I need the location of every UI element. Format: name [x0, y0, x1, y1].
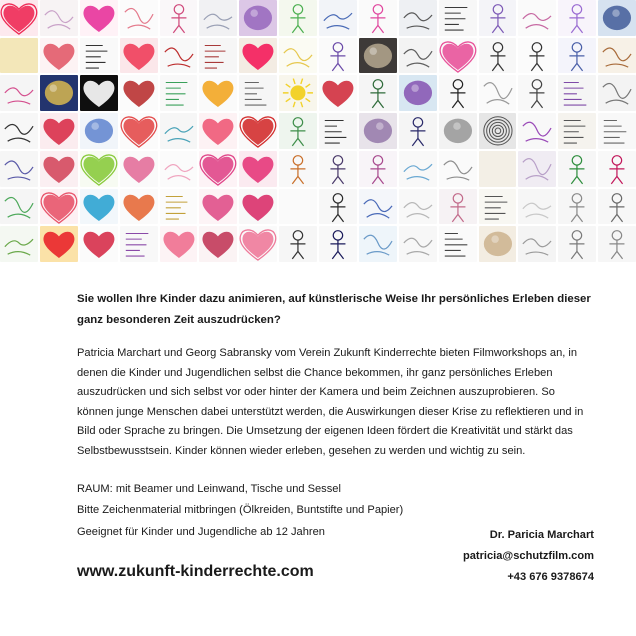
- scribble-drawing: [40, 0, 78, 36]
- drawing-tile: [199, 189, 237, 225]
- scribble-drawing: [399, 0, 437, 36]
- scribble-drawing: [399, 151, 437, 187]
- drawing-tile: [0, 113, 38, 149]
- scribble-drawing: [0, 151, 38, 187]
- drawing-tile: [239, 75, 277, 111]
- drawing-tile: [160, 0, 198, 36]
- drawing-tile: [359, 113, 397, 149]
- drawing-tile: [359, 0, 397, 36]
- scribble-drawing: [598, 38, 636, 74]
- drawing-tile: [239, 151, 277, 187]
- drawing-tile: [359, 75, 397, 111]
- heart-drawing: [40, 226, 78, 262]
- blob-drawing: [399, 75, 437, 111]
- sun-drawing: [279, 75, 317, 111]
- text-drawing: [239, 75, 277, 111]
- drawing-tile: [199, 75, 237, 111]
- drawing-tile: [598, 38, 636, 74]
- figure-drawing: [319, 226, 357, 262]
- drawing-tile: [120, 38, 158, 74]
- drawing-tile: [120, 189, 158, 225]
- drawing-tile: [439, 38, 477, 74]
- drawing-tile: [239, 226, 277, 262]
- blob-drawing: [598, 0, 636, 36]
- figure-drawing: [319, 189, 357, 225]
- drawing-tile: [199, 38, 237, 74]
- drawing-tile: [80, 38, 118, 74]
- drawing-tile: [40, 189, 78, 225]
- heart-drawing: [80, 151, 118, 187]
- drawing-tile: [518, 38, 556, 74]
- text-drawing: [80, 38, 118, 74]
- drawing-tile: [319, 75, 357, 111]
- heart-drawing: [199, 113, 237, 149]
- drawing-tile: [40, 226, 78, 262]
- drawing-tile: [40, 75, 78, 111]
- drawing-tile: [160, 189, 198, 225]
- figure-drawing: [598, 226, 636, 262]
- scribble-drawing: [279, 38, 317, 74]
- drawing-tile: [399, 38, 437, 74]
- drawing-tile: [239, 189, 277, 225]
- drawing-tile: [399, 189, 437, 225]
- heart-drawing: [80, 0, 118, 36]
- scribble-drawing: [0, 189, 38, 225]
- scribble-drawing: [518, 189, 556, 225]
- figure-drawing: [479, 0, 517, 36]
- scribble-drawing: [319, 0, 357, 36]
- figure-drawing: [558, 226, 596, 262]
- drawing-tile: [399, 151, 437, 187]
- blank-drawing: [0, 38, 38, 74]
- scribble-drawing: [518, 113, 556, 149]
- drawing-tile: [518, 75, 556, 111]
- figure-drawing: [439, 189, 477, 225]
- scribble-drawing: [399, 38, 437, 74]
- text-drawing: [160, 75, 198, 111]
- figure-drawing: [479, 38, 517, 74]
- drawing-tile: [40, 113, 78, 149]
- scribble-drawing: [518, 226, 556, 262]
- drawing-tile: [518, 113, 556, 149]
- text-drawing: [558, 75, 596, 111]
- drawing-tile: [199, 151, 237, 187]
- drawing-tile: [319, 189, 357, 225]
- heart-drawing: [160, 226, 198, 262]
- figure-drawing: [558, 189, 596, 225]
- drawing-tile: [558, 38, 596, 74]
- contact-email[interactable]: patricia@schutzfilm.com: [462, 550, 594, 562]
- drawing-tile: [598, 151, 636, 187]
- drawing-tile: [0, 0, 38, 36]
- website-link[interactable]: www.zukunft-kinderrechte.com: [77, 563, 314, 580]
- drawing-tile: [439, 0, 477, 36]
- heart-drawing: [40, 151, 78, 187]
- drawing-tile: [80, 151, 118, 187]
- scribble-drawing: [0, 75, 38, 111]
- heart-drawing: [40, 189, 78, 225]
- text-drawing: [199, 38, 237, 74]
- drawing-tile: [279, 113, 317, 149]
- age-note: Geeignet für Kinder und Jugendliche ab 12 Jahren: [77, 526, 325, 538]
- drawing-tile: [279, 75, 317, 111]
- drawing-tile: [439, 113, 477, 149]
- drawing-tile: [239, 113, 277, 149]
- drawing-tile: [120, 151, 158, 187]
- blob-drawing: [439, 113, 477, 149]
- heart-drawing: [120, 38, 158, 74]
- figure-drawing: [598, 151, 636, 187]
- drawing-tile: [439, 226, 477, 262]
- drawing-tile: [319, 38, 357, 74]
- drawing-tile: [40, 38, 78, 74]
- scribble-drawing: [359, 189, 397, 225]
- drawing-tile: [558, 226, 596, 262]
- drawing-tile: [279, 226, 317, 262]
- drawing-tile: [598, 75, 636, 111]
- drawing-tile: [279, 189, 317, 225]
- heart-drawing: [199, 151, 237, 187]
- drawing-tile: [359, 189, 397, 225]
- heart-drawing: [239, 38, 277, 74]
- drawing-tile: [399, 226, 437, 262]
- drawing-tile: [359, 226, 397, 262]
- figure-drawing: [279, 113, 317, 149]
- drawing-tile: [558, 0, 596, 36]
- figure-drawing: [279, 226, 317, 262]
- scribble-drawing: [160, 113, 198, 149]
- heart-drawing: [80, 226, 118, 262]
- drawing-tile: [319, 151, 357, 187]
- blob-drawing: [359, 113, 397, 149]
- drawing-tile: [598, 113, 636, 149]
- drawing-tile: [598, 226, 636, 262]
- text-drawing: [479, 189, 517, 225]
- drawing-tile: [120, 226, 158, 262]
- drawing-tile: [479, 151, 517, 187]
- blob-drawing: [80, 113, 118, 149]
- drawing-tile: [479, 0, 517, 36]
- description-paragraph: Patricia Marchart und Georg Sabransky vom Verein Zukunft Kinderrechte bieten Filmworkshops an, in denen die Kinder und Jugendlichen selbst die Chance bekommen, ihr ganz persönliches Erleben auszudrücken und sich selbst vor oder hinter der Kamera und beim Zeichnen auszuprobieren. So können junge Menschen dabei unterstützt werden, die Auswirkungen dieser Krise zu reflektieren und in Bild oder Sprache zu bringen. Die Umsetzung der eigenen Ideen fördert die Kreativität und stärkt das Selbstbewusstsein. Kinder können wieder erleben, gesehen zu werden und wichtig zu sein.: [77, 347, 584, 457]
- drawing-tile: [479, 189, 517, 225]
- drawing-tile: [239, 38, 277, 74]
- scribble-drawing: [399, 189, 437, 225]
- scribble-drawing: [518, 151, 556, 187]
- drawing-tile: [279, 0, 317, 36]
- figure-drawing: [279, 0, 317, 36]
- drawing-tile: [598, 189, 636, 225]
- drawing-tile: [0, 151, 38, 187]
- drawing-tile: [279, 38, 317, 74]
- text-drawing: [558, 113, 596, 149]
- figure-drawing: [399, 113, 437, 149]
- drawing-tile: [120, 113, 158, 149]
- drawing-tile: [399, 113, 437, 149]
- drawing-tile: [558, 75, 596, 111]
- blank-drawing: [479, 151, 517, 187]
- drawing-tile: [80, 113, 118, 149]
- heart-drawing: [120, 151, 158, 187]
- drawing-tile: [0, 75, 38, 111]
- figure-drawing: [359, 151, 397, 187]
- materials-note: Bitte Zeichenmaterial mitbringen (Ölkreiden, Buntstifte und Papier): [77, 504, 404, 516]
- drawing-tile: [0, 189, 38, 225]
- figure-drawing: [439, 75, 477, 111]
- heart-drawing: [120, 189, 158, 225]
- drawing-tile: [160, 226, 198, 262]
- drawing-tile: [598, 0, 636, 36]
- scribble-drawing: [518, 0, 556, 36]
- drawing-tile: [319, 113, 357, 149]
- figure-drawing: [359, 0, 397, 36]
- drawing-tile: [558, 189, 596, 225]
- heart-drawing: [199, 189, 237, 225]
- drawing-tile: [40, 151, 78, 187]
- headline: Sie wollen Ihre Kinder dazu animieren, auf künstlerische Weise Ihr persönliches Erleben dieser ganz besonderen Zeit auszudrücken?: [77, 293, 591, 326]
- heart-drawing: [439, 38, 477, 74]
- drawing-tile: [160, 151, 198, 187]
- drawing-tile: [80, 226, 118, 262]
- figure-drawing: [160, 0, 198, 36]
- figure-drawing: [558, 38, 596, 74]
- text-drawing: [439, 226, 477, 262]
- scribble-drawing: [479, 75, 517, 111]
- text-drawing: [160, 189, 198, 225]
- drawing-tile: [80, 75, 118, 111]
- contact-phone[interactable]: +43 676 9378674: [507, 571, 594, 583]
- scribble-drawing: [359, 226, 397, 262]
- scribble-drawing: [160, 151, 198, 187]
- room-requirements: RAUM: mit Beamer und Leinwand, Tische und Sessel: [77, 483, 341, 495]
- drawing-tile: [518, 151, 556, 187]
- drawing-tile: [319, 0, 357, 36]
- heart-drawing: [120, 75, 158, 111]
- drawing-tile: [199, 226, 237, 262]
- figure-drawing: [279, 151, 317, 187]
- drawing-tile: [359, 151, 397, 187]
- heart-drawing: [239, 189, 277, 225]
- heart-drawing: [199, 226, 237, 262]
- drawing-tile: [199, 0, 237, 36]
- drawing-tile: [279, 151, 317, 187]
- drawing-tile: [558, 151, 596, 187]
- figure-drawing: [598, 189, 636, 225]
- figure-drawing: [359, 75, 397, 111]
- drawing-tile: [439, 151, 477, 187]
- drawing-tile: [558, 113, 596, 149]
- text-drawing: [439, 0, 477, 36]
- heart-drawing: [239, 113, 277, 149]
- drawing-tile: [479, 75, 517, 111]
- figure-drawing: [558, 0, 596, 36]
- drawing-tile: [80, 189, 118, 225]
- heart-drawing: [0, 0, 38, 36]
- scribble-drawing: [399, 226, 437, 262]
- scribble-drawing: [160, 38, 198, 74]
- scribble-drawing: [0, 226, 38, 262]
- drawing-tile: [120, 75, 158, 111]
- figure-drawing: [558, 151, 596, 187]
- drawing-tile: [518, 226, 556, 262]
- figure-drawing: [518, 75, 556, 111]
- blob-drawing: [359, 38, 397, 74]
- heart-drawing: [120, 113, 158, 149]
- drawing-tile: [80, 0, 118, 36]
- figure-drawing: [319, 38, 357, 74]
- drawing-tile: [0, 38, 38, 74]
- drawing-tile: [479, 113, 517, 149]
- scribble-drawing: [0, 113, 38, 149]
- drawing-tile: [0, 226, 38, 262]
- scribble-drawing: [120, 0, 158, 36]
- drawing-tile: [160, 38, 198, 74]
- drawing-tile: [160, 113, 198, 149]
- contact-name: Dr. Paricia Marchart: [489, 529, 594, 541]
- heart-drawing: [199, 75, 237, 111]
- heart-drawing: [80, 75, 118, 111]
- drawing-tile: [439, 189, 477, 225]
- drawing-tile: [518, 0, 556, 36]
- figure-drawing: [319, 151, 357, 187]
- blob-drawing: [40, 75, 78, 111]
- heart-drawing: [40, 38, 78, 74]
- drawing-tile: [120, 0, 158, 36]
- scribble-drawing: [439, 151, 477, 187]
- text-drawing: [120, 226, 158, 262]
- drawing-tile: [479, 226, 517, 262]
- blob-drawing: [479, 226, 517, 262]
- heart-drawing: [239, 151, 277, 187]
- heart-drawing: [239, 226, 277, 262]
- drawing-tile: [160, 75, 198, 111]
- drawing-tile: [199, 113, 237, 149]
- drawing-tile: [399, 75, 437, 111]
- heart-drawing: [80, 189, 118, 225]
- blank-drawing: [279, 189, 317, 225]
- drawing-tile: [399, 0, 437, 36]
- text-drawing: [598, 113, 636, 149]
- children-drawings-collage: [0, 0, 636, 262]
- drawing-tile: [518, 189, 556, 225]
- drawing-tile: [40, 0, 78, 36]
- drawing-tile: [359, 38, 397, 74]
- drawing-tile: [439, 75, 477, 111]
- scribble-drawing: [598, 75, 636, 111]
- scribble-drawing: [199, 0, 237, 36]
- heart-drawing: [319, 75, 357, 111]
- drawing-tile: [239, 0, 277, 36]
- blob-drawing: [239, 0, 277, 36]
- heart-drawing: [40, 113, 78, 149]
- drawing-tile: [319, 226, 357, 262]
- spiral-drawing: [479, 113, 517, 149]
- figure-drawing: [518, 38, 556, 74]
- text-drawing: [319, 113, 357, 149]
- drawing-tile: [479, 38, 517, 74]
